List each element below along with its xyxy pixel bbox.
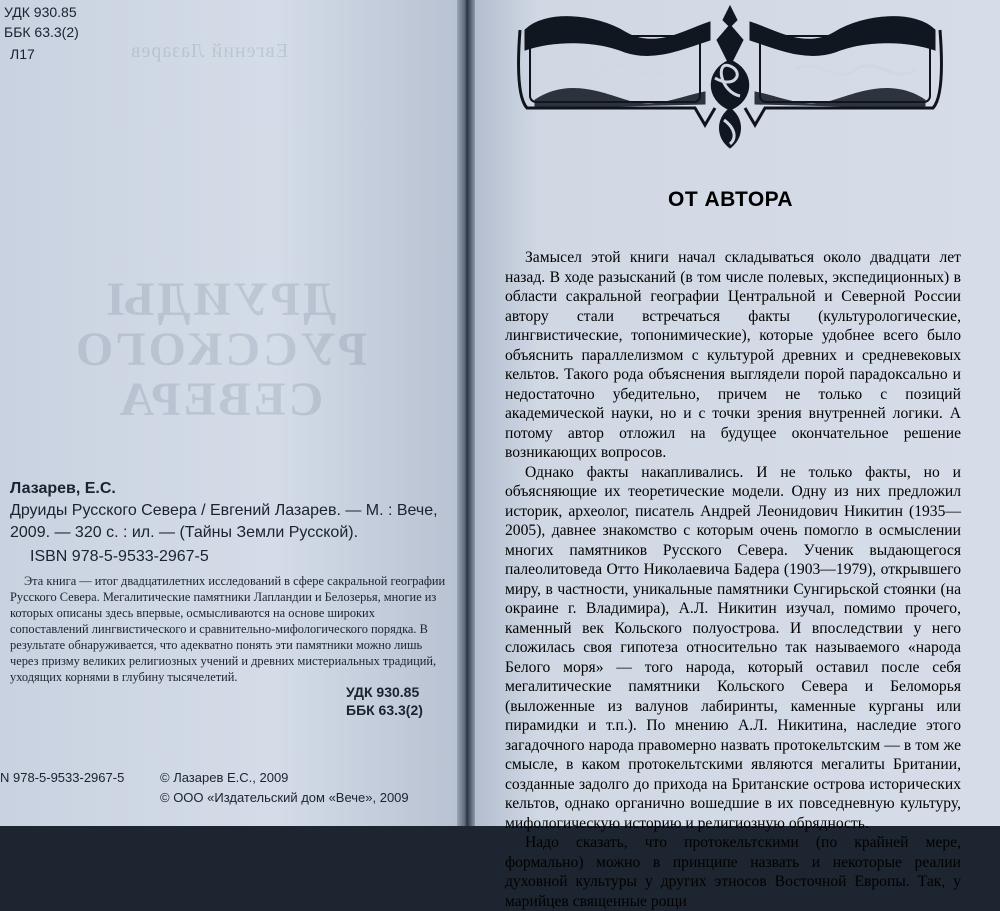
- headpiece-ornament-icon: [505, 0, 955, 150]
- paragraph: Замысел этой книги начал складываться около двадцати лет назад. В ходе разысканий (в том числе полевых, экспедиционных) в области сакральной географии Центральной и Северной России автору стали встречаться факты (культурологические, лингвистические, топонимические), которые удобнее всего было объяснить параллелизмом с культурой древних и средневековых кельтов. Такого рода объяснения выглядели порой парадоксально и недостаточно убедительно, причем не только с позиций академической науки, но и с точки зрения внутренней логики. А потому автор отложил на будущее окончательное решение возникающих вопросов.: [505, 249, 961, 461]
- body-text: [505, 248, 961, 911]
- record-description: Друиды Русского Севера / Евгений Лазарев. — М. : Вече, 2009. — 320 с. : ил. — (Тайны Земли Русской).: [10, 502, 438, 541]
- paragraph: Однако факты накапливались. И не только факты, но и объясняющие их теоретические модели. Одну из них предложил историк, археолог, писатель Андрей Леонидович Никитин (1935—2005), давнее знакомство с которым очень помогло в осмыслении многих памятников Русского Севера. Ученик выдающегося палеолитоведа Отто Николаевича Бадера (1903—1979), открывшего миру, в частности, уникальные памятники Сунгирьской стоянки (на окраине г. Владимира), А.Л. Никитин изучал, помимо прочего, каменный век Кольского полуострова. И впоследствии у него сложилась своя гипотеза относительно так называемого «народа Белого моря» — того народа, который оставил после себя мегалитические памятники Кольского Севера и Беломорья (выложенные из валунов лабиринты, каменные курганы или пирамидки и т.п.). По мнению А.Л. Никитина, наследие этого загадочного народа правомерно назвать протокельтским — в том же смысле, в каком протокельтскими являются мегалиты Британии, созданные задолго до прихода на Британские острова исторических кельтов, однако органично вошедшие в их повседневную культуру, мифологическую историю и религиозную обрядность.: [505, 463, 961, 832]
- show-through-title: ДРУИДЫ РУССКОГО СЕВЕРА: [72, 273, 368, 426]
- copyright: [160, 768, 409, 808]
- show-through-author: Евгений Лазарев: [130, 40, 289, 62]
- bibliographic-record: [10, 478, 450, 544]
- paragraph: Надо сказать, что протокельтскими (по крайней мере, формально) можно в принципе назвать и некоторые реалии духовной культуры у других этносов Восточной Европы. Так, у марийцев священные рощи: [505, 834, 961, 910]
- classification-codes: [346, 683, 423, 719]
- record-author: Лазарев, Е.С.: [10, 480, 116, 497]
- author-mark: Л17: [10, 46, 35, 62]
- bbk-code-bottom: ББК 63.3(2): [346, 702, 423, 718]
- isbn: ISBN 978-5-9533-2967-5: [30, 548, 209, 565]
- udc-code-bottom: УДК 930.85: [346, 684, 420, 700]
- left-page: [0, 0, 457, 826]
- copyright-author: © Лазарев Е.С., 2009: [160, 770, 289, 785]
- isbn-bottom: N 978-5-9533-2967-5: [0, 770, 125, 785]
- chapter-heading: ОТ АВТОРА: [668, 188, 793, 211]
- copyright-publisher: © ООО «Издательский дом «Вече», 2009: [160, 790, 409, 805]
- annotation: Эта книга — итог двадцатилетних исследований в сфере сакральной географии Русского Севера. Мегалитические памятники Лапландии и Белозерья, многие из которых описаны здесь впервые, осмысливаются на основе широких сопоставлений лингвистического и сравнительно-мифологического порядка. В результате обнаруживается, что адекватно понять эти памятники можно лишь через призму великих религиозных учений и древних мистериальных традиций, уходящих корнями в глубину тысячелетий.: [10, 574, 446, 684]
- udc-code: УДК 930.85: [4, 4, 77, 20]
- book-gutter: [457, 0, 475, 826]
- bbk-code: ББК 63.3(2): [4, 24, 79, 40]
